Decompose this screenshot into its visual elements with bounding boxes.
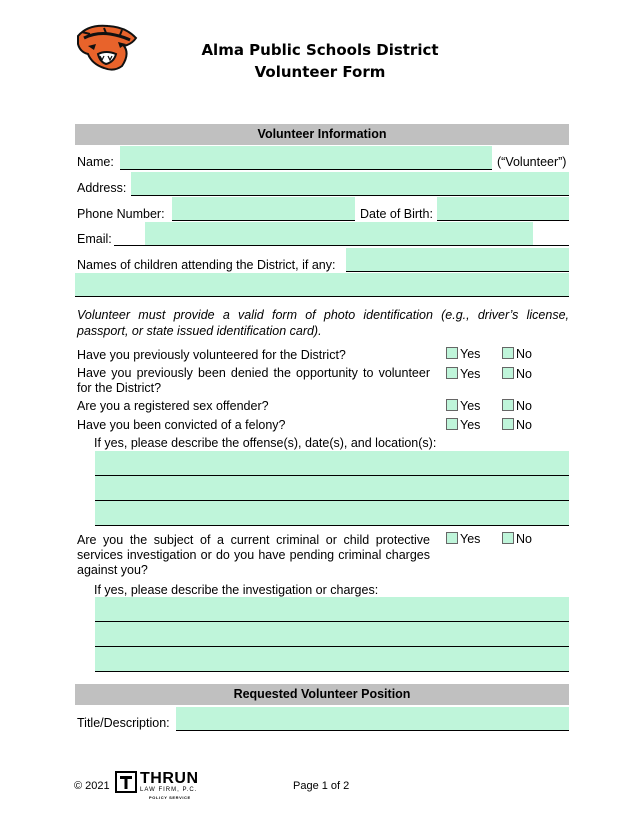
copyright: © 2021 (74, 780, 110, 792)
volunteer-suffix: (“Volunteer”) (497, 155, 567, 169)
brand-name: THRUN (140, 770, 199, 787)
phone-label: Phone Number: (77, 207, 165, 221)
investigation-description-line-3[interactable] (95, 647, 569, 672)
title-description-label: Title/Description: (77, 716, 170, 730)
checkbox-icon[interactable] (446, 532, 458, 544)
question-previously-volunteered: Have you previously volunteered for the District? (77, 348, 346, 362)
section-requested-position: Requested Volunteer Position (75, 684, 569, 705)
felony-description-line-3[interactable] (95, 501, 569, 526)
checkbox-icon[interactable] (502, 367, 514, 379)
q1-no-option[interactable]: No (502, 347, 532, 361)
address-field[interactable] (131, 172, 569, 196)
felony-description-line-1[interactable] (95, 451, 569, 476)
page-number: Page 1 of 2 (293, 780, 350, 792)
brand-subtitle: LAW FIRM, P.C. (140, 787, 198, 793)
question-sex-offender: Are you a registered sex offender? (77, 399, 269, 413)
checkbox-icon[interactable] (446, 367, 458, 379)
name-field[interactable] (120, 146, 492, 170)
investigation-description-line-2[interactable] (95, 622, 569, 647)
brand-tag: POLICY SERVICE (149, 795, 191, 800)
investigation-description-line-1[interactable] (95, 597, 569, 622)
page-subtitle: Volunteer Form (254, 63, 386, 81)
checkbox-icon[interactable] (446, 418, 458, 430)
page-title: Alma Public Schools District (201, 41, 439, 59)
children-label: Names of children attending the District, if any: (77, 258, 336, 272)
checkbox-icon[interactable] (502, 399, 514, 411)
question-previously-denied: Have you previously been denied the opportunity to volunteer for the District? (77, 366, 430, 395)
checkbox-icon[interactable] (502, 418, 514, 430)
felony-description-line-2[interactable] (95, 476, 569, 501)
email-field[interactable] (145, 222, 533, 246)
checkbox-icon[interactable] (502, 347, 514, 359)
dob-label: Date of Birth: (360, 207, 433, 221)
thrun-logo-icon (115, 771, 137, 793)
address-label: Address: (77, 181, 127, 195)
q2-yes-option[interactable]: Yes (446, 367, 480, 381)
checkbox-icon[interactable] (446, 347, 458, 359)
email-underline-right (533, 222, 569, 246)
name-label: Name: (77, 155, 114, 169)
investigation-followup-label: If yes, please describe the investigation or charges: (94, 583, 379, 597)
q2-no-option[interactable]: No (502, 367, 532, 381)
question-felony: Have you been convicted of a felony? (77, 418, 286, 432)
title-description-field[interactable] (176, 707, 569, 731)
email-underline-left (114, 222, 145, 246)
question-investigation: Are you the subject of a current criminal or child protective services investigation or do you have pending criminal charges against you? (77, 533, 430, 577)
section-volunteer-information: Volunteer Information (75, 124, 569, 145)
children-field-2[interactable] (75, 273, 569, 297)
q3-yes-option[interactable]: Yes (446, 399, 480, 413)
phone-field[interactable] (172, 197, 355, 221)
checkbox-icon[interactable] (502, 532, 514, 544)
felony-followup-label: If yes, please describe the offense(s), date(s), and location(s): (94, 436, 437, 450)
q5-yes-option[interactable]: Yes (446, 532, 480, 546)
dob-field[interactable] (437, 197, 569, 221)
q1-yes-option[interactable]: Yes (446, 347, 480, 361)
children-field-1[interactable] (346, 248, 569, 272)
q3-no-option[interactable]: No (502, 399, 532, 413)
q4-no-option[interactable]: No (502, 418, 532, 432)
q5-no-option[interactable]: No (502, 532, 532, 546)
checkbox-icon[interactable] (446, 399, 458, 411)
id-notice: Volunteer must provide a valid form of photo identification (e.g., driver’s license, passport, or state issued identification card). (77, 308, 569, 338)
email-label: Email: (77, 232, 112, 246)
q4-yes-option[interactable]: Yes (446, 418, 480, 432)
